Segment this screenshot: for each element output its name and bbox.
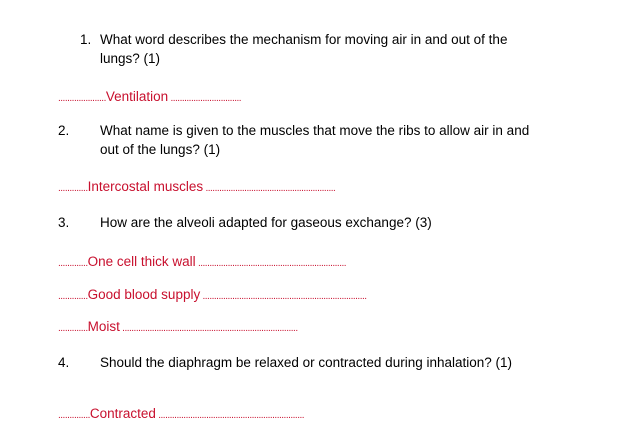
question-text: How are the alveoli adapted for gaseous exchange? (3): [100, 215, 432, 230]
answer-dots: .............: [58, 258, 88, 269]
question-text: What name is given to the muscles that move the ribs to allow air in and: [100, 123, 530, 138]
answer-dots: ..............: [58, 410, 90, 421]
question-text: What word describes the mechanism for moving air in and out of the: [100, 32, 508, 47]
question-text-continued: lungs? (1): [100, 51, 161, 66]
answer-dots: ................................................................: [155, 410, 305, 421]
question-number: 2.: [58, 123, 70, 138]
answer-line: [58, 405, 304, 425]
answer-text: Contracted: [89, 406, 156, 421]
answer-dots: .............: [58, 183, 88, 194]
answer-dots: .....................: [58, 93, 106, 104]
answer-text: Intercostal muscles: [87, 179, 204, 194]
question-text: Should the diaphragm be relaxed or contracted during inhalation? (1): [100, 355, 513, 370]
answer-line: [58, 253, 346, 273]
answer-line: [58, 286, 367, 306]
answer-text: One cell thick wall: [87, 254, 196, 269]
answer-text: Moist: [87, 319, 120, 334]
answer-dots: ........................................................................: [200, 291, 367, 302]
question-text-continued: out of the lungs? (1): [100, 142, 221, 157]
answer-text: Good blood supply: [87, 287, 201, 302]
answer-text: Ventilation: [105, 89, 169, 104]
answer-dots: .............: [58, 323, 88, 334]
answer-dots: .........................................................: [203, 183, 336, 194]
answer-dots: .............: [58, 291, 88, 302]
answer-dots: .................................................................: [195, 258, 347, 269]
answer-line: [58, 88, 241, 108]
question-number: 4.: [58, 355, 70, 370]
answer-dots: .............................................................................: [119, 323, 298, 334]
question-number: 3.: [58, 215, 70, 230]
question-number: 1.: [80, 32, 92, 47]
answer-dots: ...............................: [168, 93, 242, 104]
answer-line: [58, 178, 335, 198]
answer-line: [58, 318, 298, 338]
